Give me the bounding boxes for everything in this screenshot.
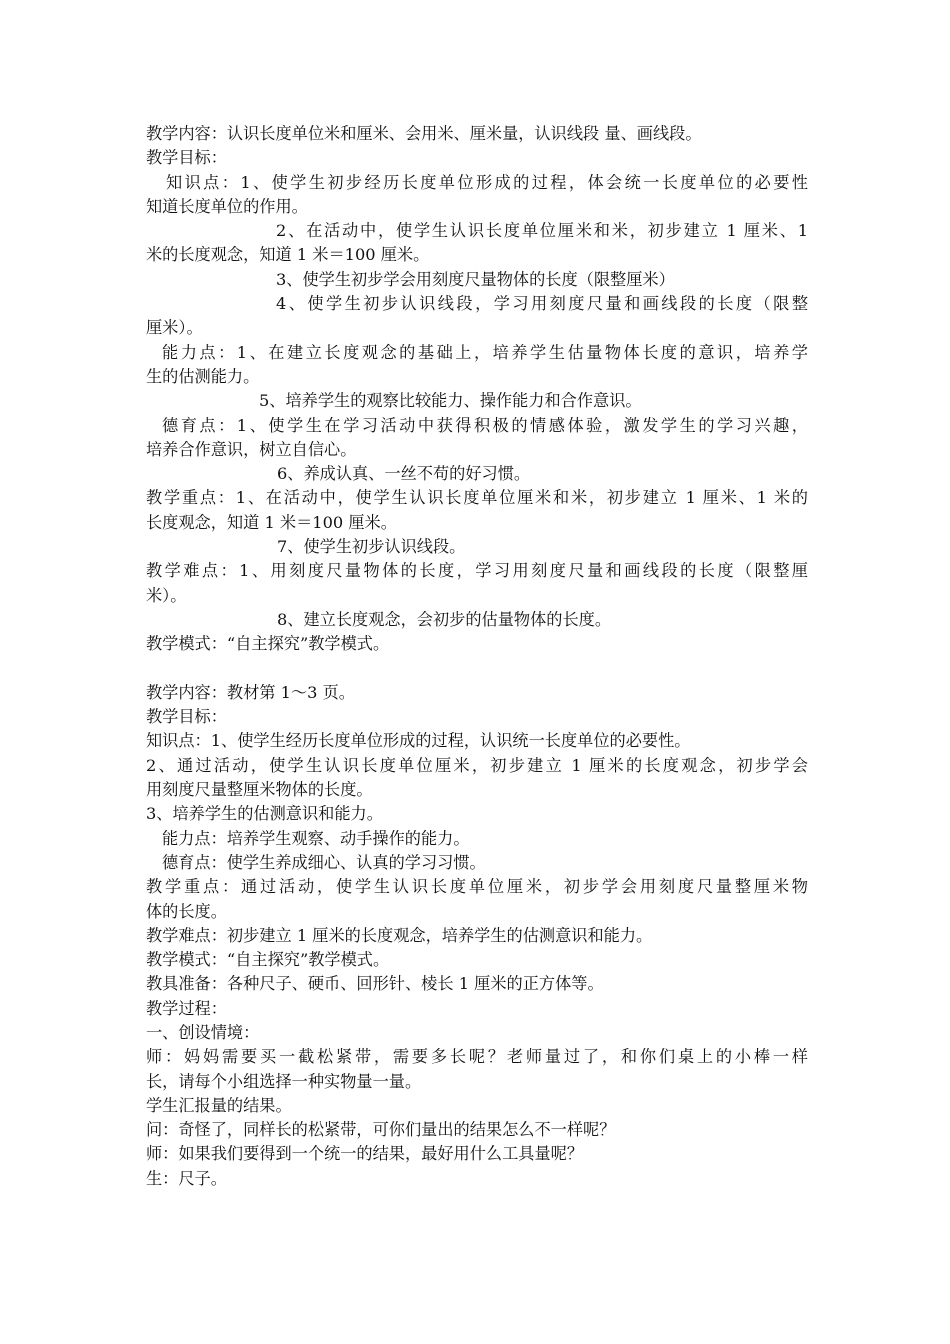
- document-body: [146, 122, 808, 1191]
- text-line: 长，请每个小组选择一种实物量一量。: [146, 1071, 422, 1091]
- text-line: 体的长度。: [146, 901, 227, 921]
- text-line: 4、使学生初步认识线段，学习用刻度尺量和画线段的长度（限整: [276, 294, 808, 314]
- text-line: 教学目标：: [146, 707, 227, 727]
- text-line: 教学内容：教材第 1～3 页。: [146, 682, 355, 702]
- text-line: 厘米）。: [146, 318, 203, 338]
- text-line: 教学难点：1、用刻度尺量物体的长度，学习用刻度尺量和画线段的长度（限整厘: [146, 561, 808, 581]
- text-line: 教学内容：认识长度单位米和厘米、会用米、厘米量，认识线段 量、画线段。: [146, 124, 702, 143]
- text-line: 教具准备：各种尺子、硬币、回形针、棱长 1 厘米的正方体等。: [146, 974, 604, 994]
- text-line: 7、使学生初步认识线段。: [277, 537, 466, 557]
- text-line: 师：如果我们要得到一个统一的结果，最好用什么工具量呢？: [146, 1144, 584, 1164]
- text-line: 教学过程：: [146, 998, 227, 1018]
- text-line: 知识点：1、使学生经历长度单位形成的过程，认识统一长度单位的必要性。: [146, 731, 691, 751]
- text-line: 能力点：培养学生观察、动手操作的能力。: [162, 828, 470, 848]
- text-line: 3、使学生初步学会用刻度尺量物体的长度（限整厘米）: [276, 269, 675, 289]
- text-line: 米）。: [146, 585, 187, 605]
- text-line: 学生汇报量的结果。: [146, 1095, 292, 1115]
- text-line: 6、养成认真、一丝不苟的好习惯。: [277, 464, 531, 484]
- text-line: 师：妈妈需要买一截松紧带，需要多长呢？老师量过了，和你们桌上的小棒一样: [146, 1047, 808, 1067]
- text-line: 能力点：1、在建立长度观念的基础上，培养学生估量物体长度的意识，培养学: [162, 342, 808, 362]
- text-line: 教学重点：通过活动，使学生认识长度单位厘米，初步学会用刻度尺量整厘米物: [146, 877, 808, 897]
- text-line: 用刻度尺量整厘米物体的长度。: [146, 780, 373, 800]
- text-line: 教学模式：“自主探究”教学模式。: [146, 950, 390, 970]
- text-line: 教学模式：“自主探究”教学模式。: [146, 634, 390, 654]
- text-line: 生：尺子。: [146, 1168, 227, 1188]
- text-line: 长度观念，知道 1 米＝100 厘米。: [146, 512, 397, 532]
- text-line: 3、培养学生的估测意识和能力。: [146, 804, 383, 824]
- text-line: 知识点：1、使学生初步经历长度单位形成的过程，体会统一长度单位的必要性: [166, 172, 808, 192]
- text-line: 培养合作意识，树立自信心。: [146, 439, 357, 459]
- text-line: 米的长度观念，知道 1 米＝100 厘米。: [146, 245, 430, 265]
- text-line: 教学重点：1、在活动中，使学生认识长度单位厘米和米，初步建立 1 厘米、1 米的: [146, 488, 808, 508]
- text-line: 5、培养学生的观察比较能力、操作能力和合作意识。: [259, 391, 642, 411]
- text-line: 2、在活动中，使学生认识长度单位厘米和米，初步建立 1 厘米、1: [276, 221, 808, 241]
- text-line: 知道长度单位的作用。: [146, 196, 308, 216]
- text-line: 8、建立长度观念，会初步的估量物体的长度。: [277, 609, 612, 629]
- text-line: 德育点：1、使学生在学习活动中获得积极的情感体验，激发学生的学习兴趣，: [162, 415, 808, 435]
- blank-line: [146, 657, 808, 681]
- text-line: 教学目标：: [146, 148, 227, 168]
- text-line: 问：奇怪了，同样长的松紧带，可你们量出的结果怎么不一样呢？: [146, 1120, 616, 1140]
- text-line: 一、创设情境：: [146, 1022, 260, 1042]
- text-line: 德育点：使学生养成细心、认真的学习习惯。: [162, 852, 486, 872]
- text-line: 2、通过活动，使学生认识长度单位厘米，初步建立 1 厘米的长度观念，初步学会: [146, 755, 808, 775]
- text-line: 生的估测能力。: [146, 366, 260, 386]
- text-line: 教学难点：初步建立 1 厘米的长度观念，培养学生的估测意识和能力。: [146, 925, 653, 945]
